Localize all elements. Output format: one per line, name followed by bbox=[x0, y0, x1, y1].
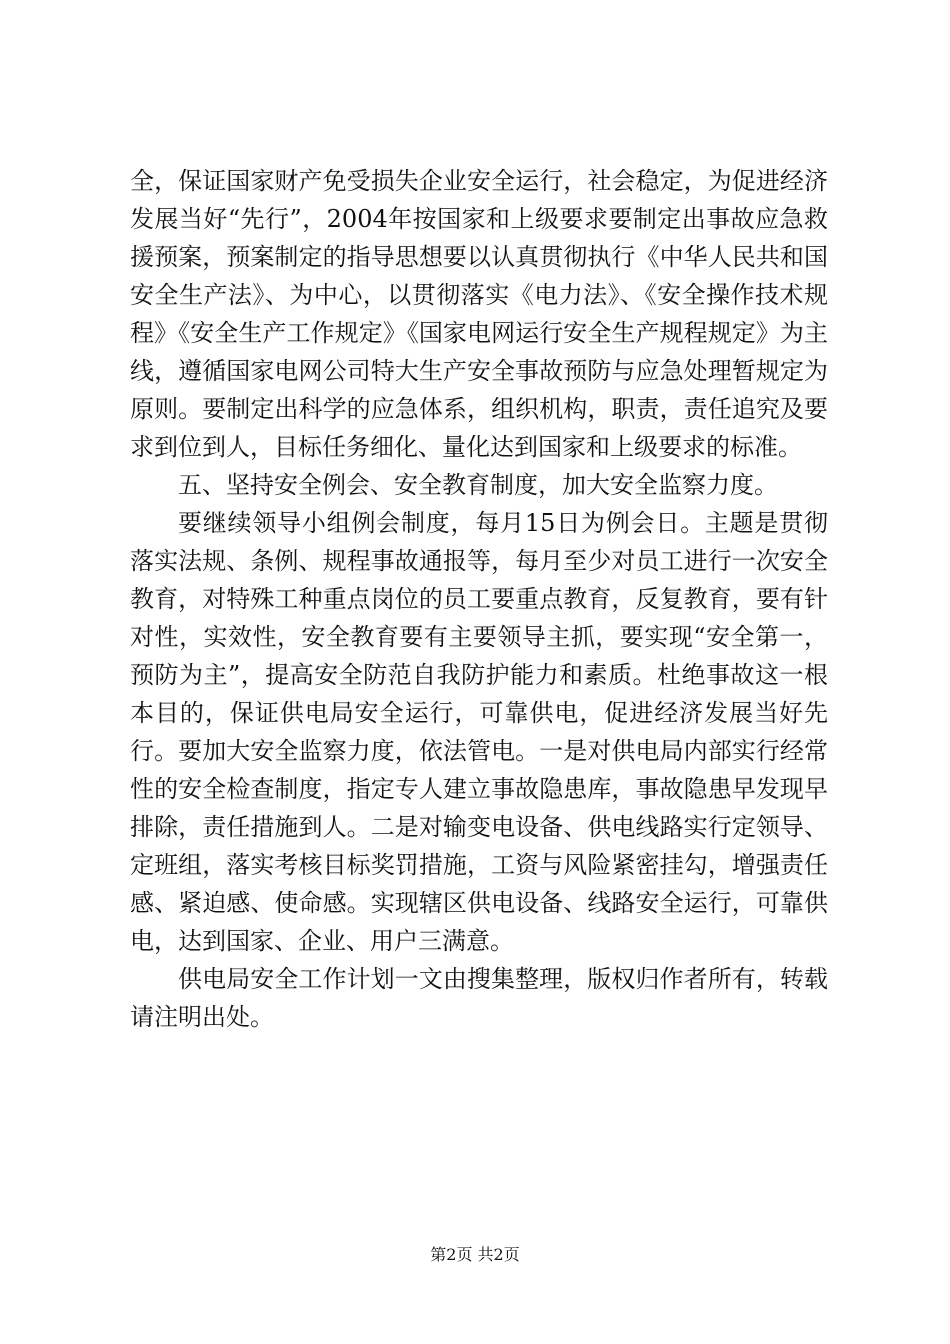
page-number-footer: 第2页 共2页 bbox=[430, 1245, 520, 1264]
paragraph-safety-meetings: 要继续领导小组例会制度，每月15日为例会日。主题是贯彻落实法规、条例、规程事故通报等，每月至少对员工进行一次安全教育，对特殊工种重点岗位的员工要重点教育，反复教育，要有针对性，实效性，安全教育要有主要领导主抓，要实现“安全第一，预防为主”，提高安全防范自我防护能力和素质。杜绝事故这一根本目的，保证供电局安全运行，可靠供电，促进经济发展当好先行。要加大安全监察力度，依法管电。一是对供电局内部实行经常性的安全检查制度，指定专人建立事故隐患库，事故隐患早发现早排除，责任措施到人。二是对输变电设备、供电线路实行定领导、定班组，落实考核目标奖罚措施，工资与风险紧密挂勾，增强责任感、紧迫感、使命感。实现辖区供电设备、线路安全运行，可靠供电，达到国家、企业、用户三满意。 bbox=[130, 509, 828, 955]
paragraph-continuation: 全，保证国家财产免受损失企业安全运行，社会稳定，为促进经济发展当好“先行”，2004年按国家和上级要求要制定出事故应急救援预案，预案制定的指导思想要以认真贯彻执行《中华人民共和国安全生产法》、为中心，以贯彻落实《电力法》、《安全操作技术规程》《安全生产工作规定》《国家电网运行安全生产规程规定》为主线，遵循国家电网公司特大生产安全事故预防与应急处理暂规定为原则。要制定出科学的应急体系，组织机构，职责，责任追究及要求到位到人，目标任务细化、量化达到国家和上级要求的标准。 bbox=[130, 167, 828, 461]
section-heading-five: 五、坚持安全例会、安全教育制度，加大安全监察力度。 bbox=[178, 471, 778, 499]
paragraph-copyright-notice: 供电局安全工作计划一文由搜集整理，版权归作者所有，转载请注明出处。 bbox=[130, 965, 828, 1031]
document-body bbox=[130, 162, 828, 1036]
